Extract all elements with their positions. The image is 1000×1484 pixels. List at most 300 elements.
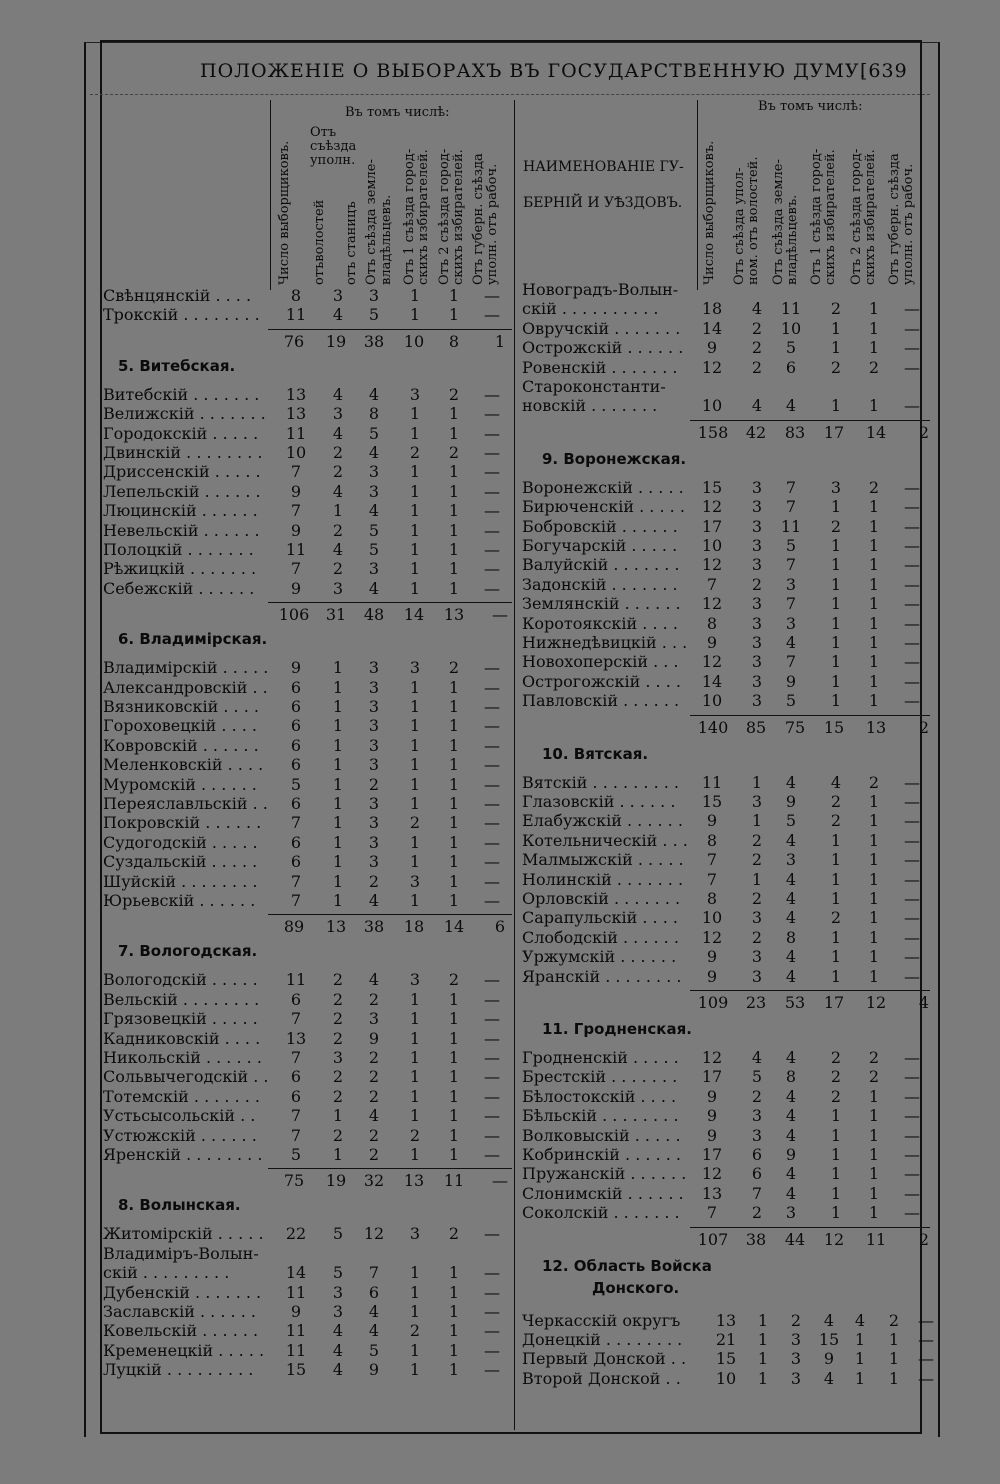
cell-value: 4	[368, 1321, 380, 1341]
cell-value: 3	[368, 735, 380, 755]
district-name: Грязовецкій . . . . .	[103, 1009, 258, 1029]
cell-value: 2	[448, 658, 460, 678]
table-row	[103, 385, 512, 405]
table-row	[522, 555, 930, 575]
cell-value: 1	[409, 481, 421, 501]
cell-value: 1	[409, 852, 421, 872]
cell-value: 14	[701, 671, 723, 691]
cell-value: 1	[448, 423, 460, 443]
cell-value: 5	[785, 691, 797, 711]
cell-value: 6	[290, 677, 302, 697]
cell-value: —	[918, 1310, 934, 1330]
cell-value: 9	[706, 1125, 718, 1145]
cell-value: 1	[830, 555, 842, 575]
cell-value: 1	[868, 889, 880, 908]
district-name: Городокскій . . . . .	[103, 423, 259, 443]
district-name: Острогожскій . . . .	[522, 671, 681, 691]
cell-value: 13	[285, 1028, 307, 1048]
gubernia-title: 11. Гродненская.	[542, 1020, 692, 1038]
cell-value: 1	[448, 794, 460, 813]
table-row	[103, 833, 512, 853]
cell-value: 3	[332, 286, 344, 305]
cell-value: 15	[701, 477, 723, 497]
cell-value: 7	[785, 652, 797, 672]
cell-value: 2	[830, 516, 842, 536]
cell-value: 1	[830, 869, 842, 889]
cell-value: 17	[701, 1145, 723, 1164]
cell-value: —	[904, 1145, 920, 1164]
cell-value: 4	[785, 1164, 797, 1184]
sum-row	[522, 992, 930, 1014]
cell-value: —	[918, 1349, 934, 1369]
cell-value: 1	[448, 462, 460, 482]
sum-value: —	[492, 605, 508, 625]
cell-value: 5	[332, 1224, 344, 1244]
district-name: Велижскій . . . . . . .	[103, 404, 266, 424]
district-name: Новохоперскій . . .	[522, 652, 679, 672]
sum-value: 44	[784, 1229, 806, 1249]
sum-value: 17	[823, 422, 845, 442]
cell-value: 10	[701, 396, 723, 416]
table-row	[522, 1203, 930, 1223]
cell-value: —	[904, 477, 920, 497]
cell-value: 2	[332, 1028, 344, 1048]
district-name: Луцкій . . . . . . . . .	[103, 1360, 254, 1380]
cell-value: —	[904, 1203, 920, 1223]
cell-value: 7	[706, 869, 718, 889]
cell-value: —	[484, 443, 500, 462]
cell-value: 1	[448, 813, 460, 833]
gubernia-title: 10. Вятская.	[542, 744, 649, 763]
table-row	[522, 1145, 930, 1165]
cell-value: 1	[854, 1368, 866, 1388]
cell-value: 1	[830, 830, 842, 850]
sum-row	[522, 1229, 930, 1251]
district-name: новскій . . . . . . .	[522, 396, 658, 416]
cell-value: 1	[448, 1263, 460, 1283]
cell-value: —	[904, 691, 920, 711]
cell-value: 1	[868, 1203, 880, 1223]
sum-value: 14	[865, 422, 887, 442]
table-row	[103, 891, 512, 911]
cell-value: 1	[830, 889, 842, 908]
cell-value: 15	[818, 1330, 840, 1349]
cell-value: 1	[868, 555, 880, 575]
table-row	[103, 1283, 512, 1303]
cell-value: —	[904, 927, 920, 947]
cell-value: —	[484, 462, 500, 482]
cell-value: 2	[751, 318, 763, 338]
sum-value: 13	[443, 605, 465, 625]
cell-value: 2	[868, 1067, 880, 1087]
cell-value: 3	[785, 850, 797, 870]
cell-value: 1	[830, 1164, 842, 1184]
cell-value: 6	[290, 1086, 302, 1106]
sum-value: 140	[697, 717, 729, 737]
cell-value: 11	[285, 970, 307, 990]
cell-value: 7	[706, 850, 718, 870]
cell-value: 1	[830, 1203, 842, 1223]
cell-value: 1	[868, 1164, 880, 1184]
cell-value: 1	[448, 559, 460, 579]
cell-value: 1	[448, 1028, 460, 1048]
cell-value: 1	[751, 869, 763, 889]
table-row	[103, 1263, 512, 1283]
district-name: Юрьевскій . . . . . .	[103, 891, 256, 910]
cell-value: 3	[332, 1048, 344, 1067]
cell-value: 7	[290, 891, 302, 910]
cell-value: 1	[409, 1340, 421, 1360]
district-name: Невельскій . . . . . .	[103, 520, 260, 540]
cell-value: 11	[780, 516, 802, 536]
sum-value: 14	[443, 917, 465, 937]
cell-value: 1	[830, 850, 842, 870]
district-name: Вязниковскій . . . .	[103, 697, 259, 716]
cell-value: —	[904, 1125, 920, 1145]
right-header-c4-line1: Отъ 1 съѣзда город-	[809, 148, 824, 285]
cell-value: 1	[830, 338, 842, 358]
sum-value: 42	[745, 422, 767, 442]
cell-value: 8	[706, 889, 718, 908]
table-row	[522, 536, 930, 556]
cell-value: 1	[830, 594, 842, 614]
table-row	[522, 908, 930, 928]
cell-value: 10	[701, 691, 723, 711]
cell-value: 1	[757, 1330, 769, 1349]
table-row	[103, 1029, 512, 1049]
left-header-c1-line4: отъволостей	[312, 199, 327, 285]
district-name: Судогодскій . . . . .	[103, 832, 258, 852]
cell-value: 1	[332, 891, 344, 910]
cell-value: 1	[868, 671, 880, 691]
cell-value: 1	[757, 1310, 769, 1330]
sum-rule	[268, 602, 512, 603]
cell-value: 7	[706, 1203, 718, 1223]
cell-value: 5	[751, 1067, 763, 1087]
cell-value: 1	[868, 1106, 880, 1126]
cell-value: 3	[785, 574, 797, 594]
cell-value: 4	[368, 443, 380, 462]
sum-value: 13	[403, 1171, 425, 1191]
cell-value: 15	[285, 1360, 307, 1380]
cell-value: 4	[823, 1310, 835, 1330]
cell-value: 5	[785, 811, 797, 831]
cell-value: 3	[751, 497, 763, 517]
cell-value: 7	[785, 477, 797, 497]
district-name: Яренскій . . . . . . . .	[103, 1145, 263, 1164]
sum-value: 89	[283, 917, 305, 937]
cell-value: 3	[368, 1009, 380, 1029]
cell-value: 3	[368, 286, 380, 305]
sum-value: 14	[403, 605, 425, 625]
sum-rule	[690, 1227, 930, 1228]
district-name: Рѣжицкій . . . . . . .	[103, 559, 257, 579]
district-name: Павловскій . . . . . .	[522, 691, 680, 711]
cell-value: 3	[332, 1302, 344, 1321]
cell-value: 3	[751, 671, 763, 691]
cell-value: —	[484, 735, 500, 755]
cell-value: —	[484, 794, 500, 813]
cell-value: 9	[706, 947, 718, 967]
cell-value: 17	[701, 516, 723, 536]
cell-value: 3	[751, 947, 763, 967]
sum-rule	[690, 420, 930, 421]
cell-value: 4	[332, 423, 344, 443]
cell-value: 1	[751, 811, 763, 831]
district-name: Глазовскій . . . . . .	[522, 792, 676, 811]
cell-value: 1	[448, 871, 460, 891]
district-name: Нолинскій . . . . . . .	[522, 869, 684, 889]
cell-value: 10	[285, 443, 307, 462]
cell-value: 1	[332, 871, 344, 891]
cell-value: 4	[785, 1048, 797, 1067]
cell-value: —	[904, 357, 920, 377]
cell-value: 10	[701, 908, 723, 928]
sum-value: 2	[918, 422, 930, 442]
table-row	[522, 870, 930, 890]
cell-value: 7	[706, 574, 718, 594]
cell-value: 1	[830, 613, 842, 633]
cell-value: —	[904, 811, 920, 831]
cell-value: —	[484, 1321, 500, 1341]
cell-value: —	[484, 852, 500, 872]
table-row	[103, 716, 512, 736]
cell-value: 6	[290, 716, 302, 736]
cell-value: 2	[368, 774, 380, 794]
table-row	[522, 1184, 930, 1204]
table-row	[103, 970, 512, 990]
cell-value: 6	[751, 1145, 763, 1164]
cell-value: 10	[780, 318, 802, 338]
cell-value: 3	[830, 477, 842, 497]
cell-value: 2	[332, 462, 344, 482]
cell-value: 2	[751, 889, 763, 908]
cell-value: 1	[868, 908, 880, 928]
cell-value: 1	[448, 520, 460, 540]
district-name: Елабужскій . . . . . .	[522, 811, 683, 831]
cell-value: —	[484, 891, 500, 910]
cell-value: 12	[363, 1224, 385, 1244]
cell-value: 3	[790, 1330, 802, 1349]
district-name: Соколскій . . . . . . .	[522, 1203, 680, 1223]
table-row	[522, 1087, 930, 1107]
cell-value: —	[484, 813, 500, 833]
cell-value: 11	[285, 423, 307, 443]
cell-value: —	[904, 1048, 920, 1067]
district-name: Муромскій . . . . . .	[103, 774, 257, 794]
district-name: Богучарскій . . . . .	[522, 536, 678, 555]
sum-value: 8	[448, 331, 460, 351]
sum-rule	[690, 990, 930, 991]
cell-value: 5	[368, 305, 380, 325]
cell-value: 4	[332, 540, 344, 559]
cell-value: 1	[868, 396, 880, 416]
cell-value: 7	[785, 594, 797, 614]
cell-value: 3	[409, 970, 421, 990]
cell-value: 3	[785, 1203, 797, 1223]
cell-value: 1	[830, 1145, 842, 1164]
left-header-c2: отъ станицъ	[344, 201, 359, 285]
cell-value: 3	[751, 1125, 763, 1145]
district-name: Острожскій . . . . . .	[522, 338, 684, 358]
cell-value: 3	[368, 559, 380, 579]
district-name: Владимірскій . . . . .	[103, 658, 269, 678]
cell-value: 4	[332, 1360, 344, 1380]
cell-value: 1	[332, 677, 344, 697]
cell-value: 1	[409, 1360, 421, 1380]
cell-value: —	[484, 1048, 500, 1067]
cell-value: 4	[368, 970, 380, 990]
cell-value: 3	[751, 633, 763, 652]
district-name: Брестскій . . . . . . .	[522, 1067, 678, 1087]
cell-value: 1	[409, 735, 421, 755]
cell-value: 10	[715, 1368, 737, 1388]
cell-value: 1	[868, 811, 880, 831]
cell-value: —	[904, 1183, 920, 1203]
cell-value: 1	[448, 481, 460, 501]
cell-value: 4	[368, 501, 380, 521]
cell-value: 1	[868, 947, 880, 967]
cell-value: 2	[830, 1086, 842, 1106]
district-name: Гродненскій . . . . .	[522, 1048, 679, 1067]
cell-value: 3	[751, 652, 763, 672]
cell-value: 1	[830, 318, 842, 338]
cell-value: 6	[290, 735, 302, 755]
cell-value: 4	[332, 1321, 344, 1341]
right-header-c1-line2: ном. отъ волостей.	[746, 156, 761, 285]
cell-value: 1	[448, 989, 460, 1009]
cell-value: 2	[368, 1145, 380, 1164]
cell-value: 11	[701, 772, 723, 792]
cell-value: —	[918, 1368, 934, 1388]
cell-value: 1	[409, 520, 421, 540]
table-row	[103, 736, 512, 756]
sum-row	[103, 916, 512, 938]
cell-value: 3	[368, 716, 380, 736]
cell-value: 1	[830, 633, 842, 652]
cell-value: 4	[785, 947, 797, 967]
table-row	[522, 947, 930, 967]
cell-value: 12	[701, 927, 723, 947]
district-name: Никольскій . . . . . .	[103, 1048, 262, 1067]
table-row	[522, 850, 930, 870]
cell-value: 6	[751, 1164, 763, 1184]
table-row	[522, 889, 930, 909]
table-row	[103, 1009, 512, 1029]
cell-value: 4	[854, 1310, 866, 1330]
right-header-c4-line2: скихъ избирателей.	[823, 149, 838, 285]
cell-value: —	[484, 384, 500, 404]
cell-value: —	[484, 774, 500, 794]
cell-value: —	[904, 574, 920, 594]
cell-value: 1	[332, 1145, 344, 1164]
cell-value: —	[484, 404, 500, 424]
table-row	[522, 1164, 930, 1184]
table-row	[522, 478, 930, 498]
cell-value: 3	[368, 794, 380, 813]
district-name: Полоцкій . . . . . . .	[103, 540, 254, 559]
cell-value: 1	[409, 716, 421, 736]
sum-value: 15	[823, 717, 845, 737]
gubernia-title: 12. Область Войска	[542, 1256, 712, 1275]
sum-value: 13	[865, 717, 887, 737]
cell-value: 5	[368, 423, 380, 443]
cell-value: —	[484, 423, 500, 443]
cell-value: 1	[448, 1086, 460, 1106]
cell-value: 3	[409, 658, 421, 678]
cell-value: —	[484, 1302, 500, 1321]
cell-value: 1	[448, 501, 460, 521]
cell-value: 1	[409, 1009, 421, 1029]
district-name: Второй Донской . .	[522, 1368, 681, 1388]
sum-value: 85	[745, 717, 767, 737]
gubernia-title: 7. Вологодская.	[118, 942, 258, 961]
district-name: Устьсысольскій . .	[103, 1106, 256, 1126]
cell-value: 4	[785, 396, 797, 416]
cell-value: —	[904, 792, 920, 811]
cell-value: 1	[448, 774, 460, 794]
district-name: Слонимскій . . . . . .	[522, 1183, 684, 1203]
district-name: Вельскій . . . . . . . .	[103, 989, 260, 1009]
sum-value: 83	[784, 422, 806, 442]
cell-value: 1	[448, 540, 460, 559]
cell-value: 1	[868, 633, 880, 652]
cell-value: 5	[785, 536, 797, 555]
table-row	[103, 1067, 512, 1087]
district-name: Черкасскій округъ	[522, 1310, 681, 1330]
cell-value: 6	[290, 832, 302, 852]
cell-value: 17	[701, 1067, 723, 1087]
cell-value: 2	[751, 338, 763, 358]
cell-value: —	[484, 578, 500, 598]
cell-value: 8	[290, 286, 302, 305]
table-row	[522, 575, 930, 595]
cell-value: 2	[332, 520, 344, 540]
table-row	[103, 1321, 512, 1341]
gubernia-title: 9. Воронежская.	[542, 449, 687, 468]
district-name: Дриссенскій . . . . .	[103, 462, 261, 482]
cell-value: 1	[332, 697, 344, 716]
cell-value: 7	[751, 1183, 763, 1203]
cell-value: —	[484, 697, 500, 716]
cell-value: 4	[332, 481, 344, 501]
table-row	[103, 286, 512, 306]
cell-value: 1	[448, 891, 460, 910]
cell-value: 1	[868, 691, 880, 711]
cell-value: 3	[368, 658, 380, 678]
cell-value: 2	[409, 1321, 421, 1341]
cell-value: —	[904, 1086, 920, 1106]
page-number: [639	[860, 60, 908, 82]
cell-value: 1	[409, 1145, 421, 1164]
left-name-divider	[270, 100, 271, 290]
cell-value: 11	[285, 1340, 307, 1360]
cell-value: —	[484, 501, 500, 521]
cell-value: 3	[751, 536, 763, 555]
cell-value: —	[484, 559, 500, 579]
cell-value: —	[904, 908, 920, 928]
cell-value: 1	[332, 852, 344, 872]
cell-value: 7	[368, 1263, 380, 1283]
cell-value: 1	[751, 772, 763, 792]
district-name: Суздальскій . . . . .	[103, 852, 258, 872]
cell-value: 2	[368, 1125, 380, 1145]
district-name: Сарапульскій . . . .	[522, 908, 678, 928]
sum-value: 31	[325, 605, 347, 625]
sum-value: 12	[823, 1229, 845, 1249]
district-name: Волковыскій . . . . .	[522, 1125, 681, 1145]
cell-value: 1	[448, 1321, 460, 1341]
